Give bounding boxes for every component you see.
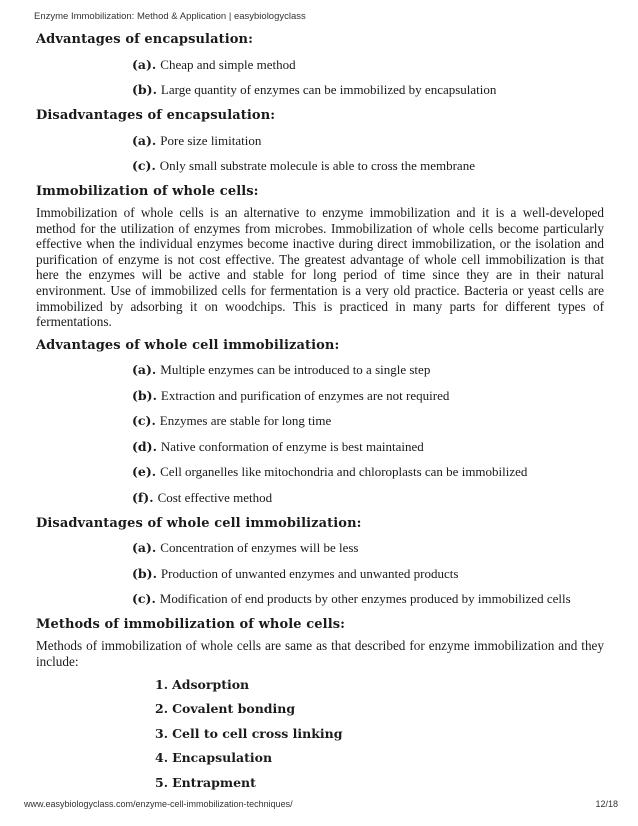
list-item: (c). Only small substrate molecule is able to cross the membrane [132,158,475,173]
list-item: (a). Multiple enzymes can be introduced to a single step [132,362,431,378]
page-footer [24,799,618,809]
list-item: (c). Modification of end products by other enzymes produced by immobilized cells [132,591,571,607]
heading-immobilization-whole-cells: Immobilization of whole cells: [36,184,259,199]
list-item: (c). Enzymes are stable for long time [132,413,332,429]
page-header: Enzyme Immobilization: Method & Application | easybiologyclass [34,11,306,22]
list-item: 2. Covalent bonding [155,701,296,717]
list-item: (a). Concentration of enzymes will be less [132,540,359,556]
list-item: (a). Pore size limitation [132,132,262,148]
list-item: 3. Cell to cell cross linking [155,725,343,741]
heading-advantages-encapsulation: Advantages of encapsulation: [36,32,253,47]
list-item: (e). Cell organelles like mitochondria and chloroplasts can be immobilized [132,464,528,480]
methods-paragraph: Methods of immobilization of whole cells are same as that described for enzyme immobilization and they include: [36,638,604,669]
whole-cells-paragraph: Immobilization of whole cells is an alternative to enzyme immobilization and it is a well-developed method for the utilization of enzymes from microbes. Immobilization of whole cells become particularly effective when the individual enzymes become inactive during direct immobilization, or the isolation and purification of enzyme is not cost effective. The greatest advantage of whole cell immobilization is that here the enzymes will be active and stable for long period of time since they are in their natural environment. Use of immobilized cells for fermentation is a very old practice. Bacteria or yeast cells are immobilized by adsorbing it on woodchips. This is practiced in many parts for different types of fermentations. [36,205,604,330]
heading-disadvantages-encapsulation: Disadvantages of encapsulation: [36,108,276,123]
document-body [36,30,604,792]
heading-disadvantages-whole-cell: Disadvantages of whole cell immobilization: [36,515,362,531]
disadvantages-whole-cell-list [36,538,604,609]
list-item: 4. Encapsulation [155,750,273,766]
list-item: (d). Native conformation of enzyme is best maintained [132,438,424,454]
list-item: 1. Adsorption [155,676,250,692]
list-item: 5. Entrapment [155,774,256,790]
advantages-encapsulation-list [36,55,604,101]
list-item: (b). Large quantity of enzymes can be immobilized by encapsulation [132,82,497,97]
heading-advantages-whole-cell: Advantages of whole cell immobilization: [36,337,340,353]
page-number: 12/18 [595,799,618,809]
list-item: (f). Cost effective method [132,489,273,505]
list-item: (b). Extraction and purification of enzymes are not required [132,387,450,403]
heading-methods-whole-cells: Methods of immobilization of whole cells: [36,617,346,633]
list-item: (a). Cheap and simple method [132,56,296,72]
advantages-whole-cell-list [36,360,604,508]
footer-url: www.easybiologyclass.com/enzyme-cell-immobilization-techniques/ [24,799,293,809]
list-item: (b). Production of unwanted enzymes and unwanted products [132,565,459,581]
disadvantages-encapsulation-list [36,131,604,177]
methods-list [36,675,604,792]
